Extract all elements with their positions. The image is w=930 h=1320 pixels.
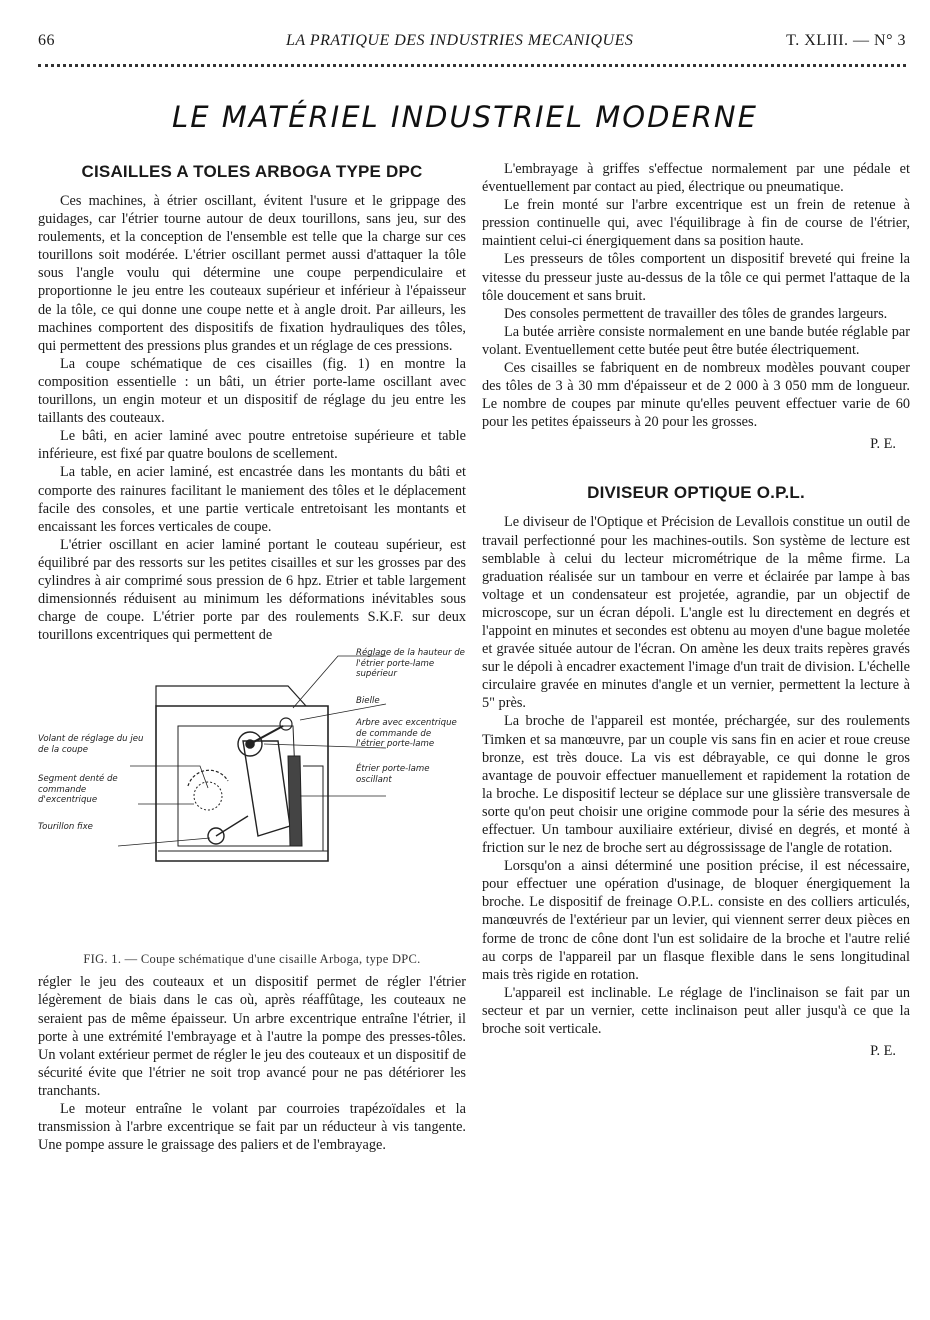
label-connecting-rod: Bielle bbox=[356, 696, 380, 707]
paragraph: La coupe schématique de ces cisailles (fig. 1) en montre la composition essentielle : un bâti, un étrier porte-lame oscillant avec tourillons, un engin moteur et un dispositif de réglage du jeu entre les taillants des couteaux. bbox=[38, 355, 466, 427]
paragraph: Le frein monté sur l'arbre excentrique est un frein de retenue à pression continuelle qui, avec l'équilibrage à fin de course de l'étrier, maintient celui-ci énergiquement dans sa position haute. bbox=[482, 197, 910, 250]
upper-knife bbox=[288, 756, 302, 846]
paragraph: régler le jeu des couteaux et un dispositif permet de régler l'étrier légèrement de biais dans le cas où, après réaffûtage, les couteaux ne seraient pas de même épaisseur. Un arbre excentrique entraîne l'étrier, il porte à une extrémité l'embrayage et à l'autre la pompe des presses-tôles. Un volant extérieur permet de régler le jeu des couteaux et un dispositif de sécurité évite que l'étrier ne soit trop avancé pour ne pas détériorer les tranchants. bbox=[38, 974, 466, 1099]
paragraph: La table, en acier laminé, est encastrée dans les montants du bâti et comporte des rainures facilitant le maniement des tôles et le déplacement facile des consoles, et une partie verticale entretoisant les montants et encaissant les forces verticales de coupe. bbox=[38, 464, 466, 535]
paragraph: Le diviseur de l'Optique et Précision de Levallois constitue un outil de travail perfectionné pour les machines-outils. Son système de lecture est semblable à celui du lecteur micrométrique de la même firme. La graduation réalisée sur un tambour en verre et éclairée par lampe à bas voltage et un condensateur est projetée, agrandie, par un objectif de microscope, sur un écran dépoli. L'angle est lu directement en degrés et l'appoint en minutes et secondes est obtenu au moyen d'une bague moletée et gravée située autour de l'écran. On amène les deux traits repères gravés sur le dépoli à encadrer exactement l'image d'un trait de division. L'échelle circulaire gravée en minutes d'angle et un vernier, permettent la lecture à 5" près. bbox=[482, 514, 910, 712]
label-stirrup: Étrier porte-lame oscillant bbox=[356, 764, 430, 785]
paragraph: La broche de l'appareil est montée, préchargée, sur des roulements Timken et sa manœuvre, par un couple vis sans fin en acier et roue creuse bronze, est très douce. La vis est débrayable, ce qui donne le gros avantage de pouvoir effectuer manuellement et rapidement la rotation de la broche. Le dispositif lecteur se déplace sur une glissière transversale de sorte qu'on peut choisir une origine commode pour la série des mesures à effectuer. Un tambour auxiliaire extérieur, divisé en degrés, et monté à friction sur le nez de broche sert au dégrossissage de l'angle de rotation. bbox=[482, 713, 910, 857]
left-column bbox=[38, 160, 466, 1154]
running-header bbox=[38, 32, 906, 54]
figure-caption: FIG. 1. — Coupe schématique d'une cisaille Arboga, type DPC. bbox=[83, 952, 421, 967]
dotted-rule bbox=[38, 64, 906, 67]
figure-shear-section bbox=[38, 646, 466, 948]
paragraph: Des consoles permettent de travailler des tôles de grandes largeurs. bbox=[504, 305, 888, 322]
paragraph: Le moteur entraîne le volant par courroies trapézoïdales et la transmission à l'arbre excentrique se fait par un réducteur à vis tangente. Une pompe assure le graissage des paliers et de l'embrayage. bbox=[38, 1101, 466, 1154]
paragraph: Les presseurs de tôles comportent un dispositif breveté qui freine la vitesse du presseur juste au-dessus de la tôle ce qui permet l'attaque de la tôle doucement et sans bruit. bbox=[482, 251, 910, 304]
toothed-segment bbox=[194, 782, 222, 810]
paragraph: L'embrayage à griffes s'effectue normalement par une pédale et éventuellement par contact au pied, électrique ou pneumatique. bbox=[482, 161, 910, 196]
paragraph: Lorsqu'on a ainsi déterminé une position précise, il est nécessaire, pour effectuer une opération d'usinage, de bloquer énergiquement la broche. Le dispositif de freinage O.P.L. consiste en des colliers articulés, manœuvrés de l'extérieur par un levier, qui viennent serrer deux pièces en forme de tronc de cône dont l'un est solidaire de la broche et l'autre relié au corps de l'appareil par un flasque flexible dans le sens longitudinal mais très rigide en rotation. bbox=[482, 858, 910, 983]
paragraph: Ces cisailles se fabriquent en de nombreux modèles pouvant couper des tôles de 3 à 30 mm d'épaisseur et de 2 000 à 3 050 mm de longueur. Le nombre de coupes par minute qu'elles peuvent effectuer varie de 60 pour les petites épaisseurs à 20 pour les grosses. bbox=[482, 360, 910, 431]
paragraph: Le bâti, en acier laminé avec poutre entretoise supérieure et table inférieure, est fixé par quatre boulons de scellement. bbox=[38, 428, 466, 463]
paragraph: La butée arrière consiste normalement en une bande butée réglable par volant. Eventuellement cette butée peut être butée électriquement. bbox=[482, 323, 910, 358]
page-number: 66 bbox=[38, 32, 55, 49]
paragraph: L'appareil est inclinable. Le réglage de l'inclinaison se fait par un secteur et par un vernier, cette inclinaison peut aller jusqu'à ce que la broche soit verticale. bbox=[482, 984, 910, 1038]
right-column bbox=[482, 160, 910, 1060]
article-title-diviseur: DIVISEUR OPTIQUE O.P.L. bbox=[587, 483, 805, 503]
paragraph: Ces machines, à étrier oscillant, évitent l'usure et le grippage des guidages, car l'étrier tourne autour de deux tourillons, sans jeu, sur des roulements, et la conception de l'ensemble est telle que la charge sur ces tourillons soit modérée. L'étrier oscillant permet aussi d'attaquer la tôle sous l'angle voulu qui détermine une coupe perpendiculaire et proportionne le jeu entre les couteaux supérieur et inférieur à l'épaisseur de la tôle, ce qui donne une coupe nette et à angle droit. Par ailleurs, les machines comportent des dispositifs de fixation hydrauliques des tôles, qui permettent des pressions plus grandes et un réglage de ces pressions. bbox=[38, 193, 466, 354]
label-height-adjust: Réglage de la hauteur de l'étrier porte-lame supérieur bbox=[356, 648, 465, 680]
signature: P. E. bbox=[870, 1043, 896, 1060]
volume-number: T. XLIII. — N° 3 bbox=[786, 32, 906, 49]
section-title: LE MATÉRIEL INDUSTRIEL MODERNE bbox=[172, 100, 758, 134]
label-fixed-trunnion: Tourillon fixe bbox=[38, 822, 93, 833]
label-handwheel: Volant de réglage du jeu de la coupe bbox=[38, 734, 144, 755]
signature: P. E. bbox=[870, 436, 896, 453]
journal-title: LA PRATIQUE DES INDUSTRIES MECANIQUES bbox=[286, 32, 634, 49]
label-eccentric-shaft: Arbre avec excentrique de commande de l'étrier porte-lame bbox=[356, 718, 457, 750]
paragraph: L'étrier oscillant en acier laminé portant le couteau supérieur, est équilibré par des ressorts sur les petites cisailles et sur les grosses par des cylindres à air comprimé sous pression de 6 hpz. Etrier et table largement dimensionnés réduisent au minimum les déformations inévitables sous charge de coupe. L'étrier porte par des roulements S.K.F. sur deux tourillons excentriques qui permettent de bbox=[38, 536, 466, 644]
label-toothed-segment: Segment denté de commande d'excentrique bbox=[38, 774, 118, 806]
article-title-cisailles: CISAILLES A TOLES ARBOGA TYPE DPC bbox=[81, 162, 423, 181]
oscillating-stirrup bbox=[243, 741, 290, 836]
